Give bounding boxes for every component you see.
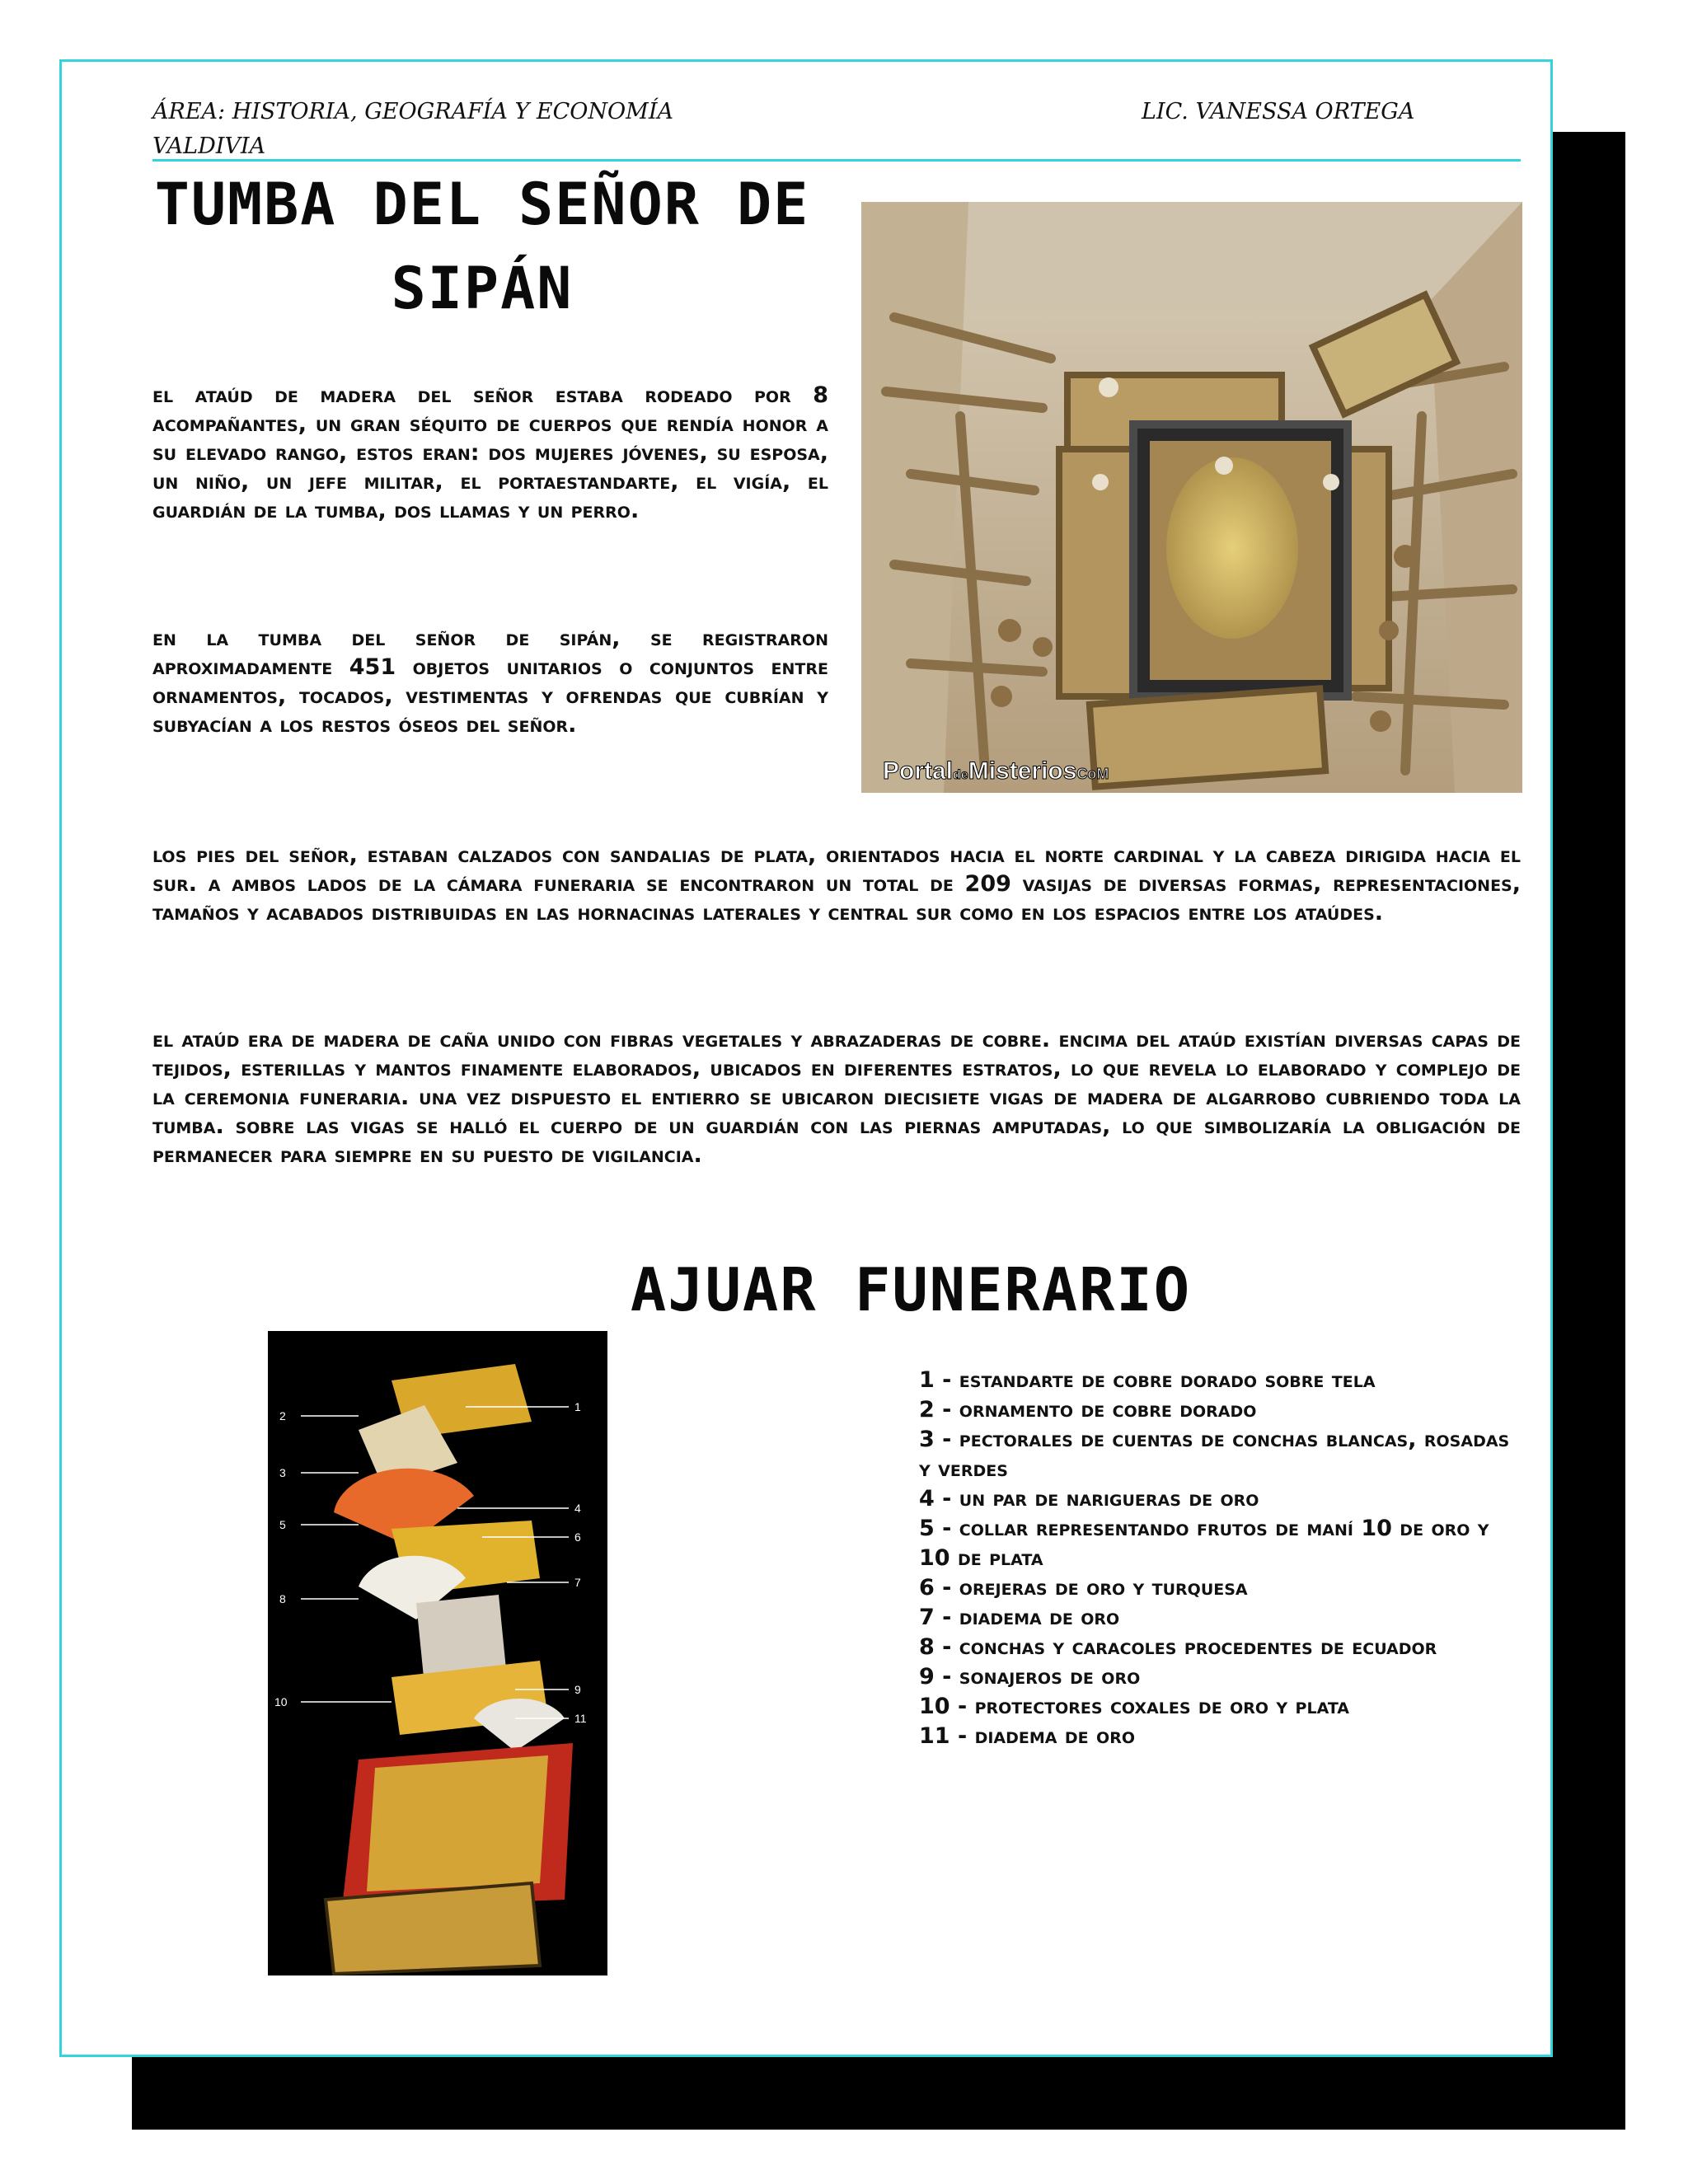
list-item: 8 - conchas y caracoles procedentes de ecuador (919, 1634, 1437, 1660)
list-item: 6 - orejeras de oro y turquesa (919, 1575, 1248, 1601)
header-author: LIC. VANESSA ORTEGA (1142, 99, 1415, 124)
paragraph-objetos: en la tumba del señor de sipán, se registraron aproximadamente 451 objetos unitarios o conjuntos entre ornamentos, tocados, vestimentas y ofrendas que cubrían y subyacían a los restos óseos del señor. (152, 626, 828, 738)
ajuar-diagram-illustration (268, 1331, 607, 1975)
diagram-label-5: 5 (279, 1518, 286, 1531)
list-item: 5 - collar representando frutos de maní 10 de oro y 10 de plata (919, 1516, 1489, 1571)
diagram-label-8: 8 (279, 1592, 286, 1605)
tomb-photo-illustration (861, 202, 1522, 793)
tomb-photo (861, 202, 1522, 793)
header-area-line1: ÁREA: HISTORIA, GEOGRAFÍA Y ECONOMÍA (152, 99, 673, 124)
list-item: 10 - protectores coxales de oro y plata (919, 1694, 1350, 1719)
paragraph-ataud: el ataúd era de madera de caña unido con fibras vegetales y abrazaderas de cobre. encima del ataúd existían diversas capas de tejidos, esterillas y mantos finamente elaborados, ubicados en diferentes estratos, lo que revela lo elaborado y complejo de la ceremonia funeraria. una vez dispuesto el entierro se ubicaron diecisiete vigas de madera de algarrobo cubriendo toda la tumba. sobre las vigas se halló el cuerpo de un guardián con las piernas amputadas, lo que simbolizaría la obligación de permanecer para siempre en su puesto de vigilancia. (152, 1027, 1521, 1168)
list-item: 9 - sonajeros de oro (919, 1664, 1141, 1690)
main-title: TUMBA DEL SEÑOR DE SIPÁN (154, 171, 810, 322)
header-area (152, 95, 779, 164)
diagram-label-11: 11 (574, 1712, 587, 1725)
document-page (59, 59, 1553, 2057)
section-title-ajuar: AJUAR FUNERARIO (630, 1255, 1192, 1324)
diagram-label-3: 3 (279, 1466, 286, 1479)
list-item: 1 - estandarte de cobre dorado sobre tela (919, 1367, 1376, 1393)
paragraph-acompanantes: el ataúd de madera del señor estaba rodeado por 8 acompañantes, un gran séquito de cuerpos que rendía honor a su elevado rango, estos eran: dos mujeres jóvenes, su esposa, un niño, un jefe militar, el portaestandarte, el vigía, el guardián de la tumba, dos llamas y un perro. (152, 382, 828, 523)
list-item: 11 - diadema de oro (919, 1723, 1135, 1749)
ajuar-diagram (268, 1331, 607, 1975)
diagram-label-10: 10 (274, 1695, 288, 1708)
diagram-label-1: 1 (574, 1400, 581, 1413)
list-item: 3 - pectorales de cuentas de conchas blancas, rosadas y verdes (919, 1427, 1510, 1482)
paragraph-sandalias: los pies del señor, estaban calzados con sandalias de plata, orientados hacia el norte cardinal y la cabeza dirigida hacia el sur. a ambos lados de la cámara funeraria se encontraron un total de 209 vasijas de diversas formas, representaciones, tamaños y acabados distribuidas en las hornacinas laterales y central sur como en los espacios entre los ataúdes. (152, 842, 1521, 926)
header-divider (152, 159, 1521, 162)
diagram-label-4: 4 (574, 1502, 581, 1515)
list-item: 7 - diadema de oro (919, 1605, 1120, 1630)
diagram-label-7: 7 (574, 1576, 581, 1589)
ajuar-list (919, 1366, 1512, 1751)
list-item: 2 - ornamento de cobre dorado (919, 1397, 1257, 1422)
diagram-label-6: 6 (574, 1530, 581, 1544)
photo-watermark: PortaldeMisteriosCoM (883, 757, 1109, 785)
diagram-label-9: 9 (574, 1683, 581, 1696)
diagram-label-2: 2 (279, 1409, 286, 1422)
list-item: 4 - un par de narigueras de oro (919, 1486, 1259, 1511)
header-area-line2: VALDIVIA (152, 134, 266, 159)
